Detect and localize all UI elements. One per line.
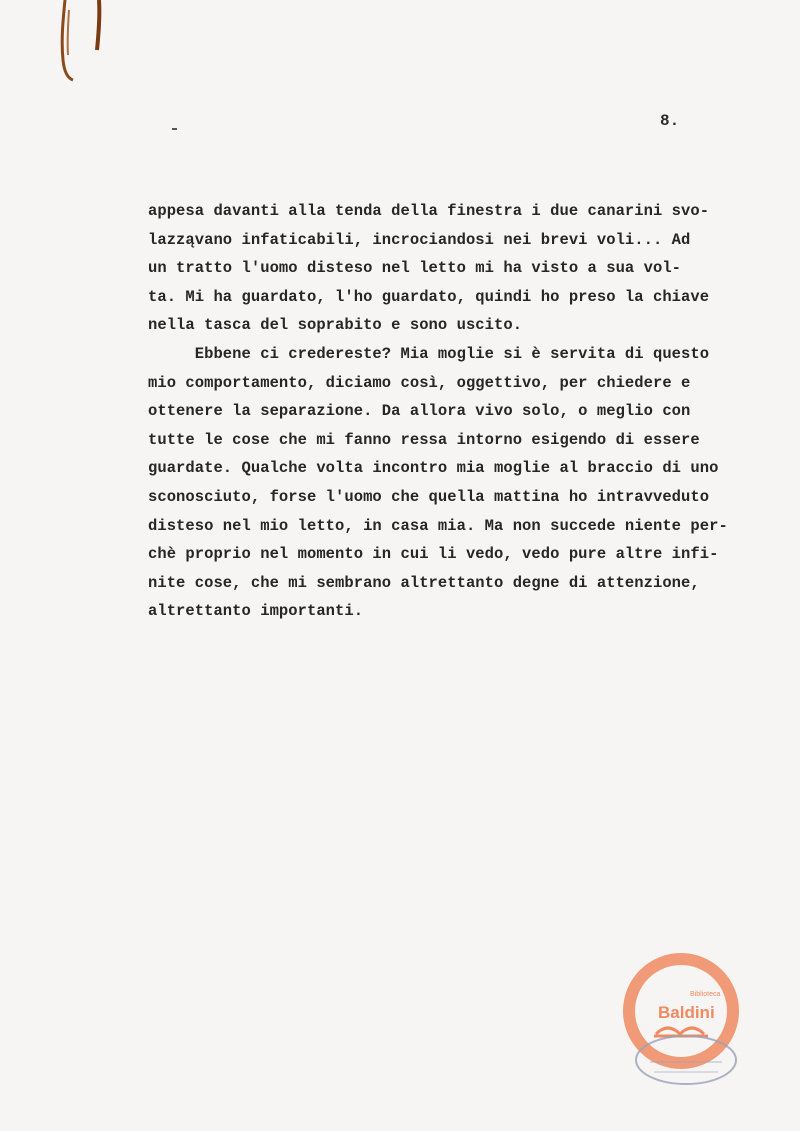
stamp-label-2: Baldini — [658, 1003, 715, 1022]
typewritten-text-block — [148, 197, 758, 626]
text-line: chè proprio nel momento in cui li vedo, vedo pure altre infi- — [148, 545, 719, 564]
page-number: 8. — [660, 112, 680, 130]
text-line: nite cose, che mi sembrano altrettanto degne di attenzione, — [148, 573, 700, 592]
text-line: Ebbene ci credereste? Mia moglie si è servita di questo — [148, 344, 710, 363]
text-line: disteso nel mio letto, in casa mia. Ma non succede niente per- — [148, 516, 728, 535]
text-line: nella tasca del soprabito e sono uscito. — [148, 316, 523, 335]
text-line: tutte le cose che mi fanno ressa intorno esigendo di essere — [148, 430, 700, 449]
text-line: un tratto l'uomo disteso nel letto mi ha visto a sua vol- — [148, 259, 682, 278]
text-line: sconosciuto, forse l'uomo che quella mattina ho intravveduto — [148, 487, 710, 506]
text-line: guardate. Qualche volta incontro mia moglie al braccio di uno — [148, 459, 719, 478]
text-line: ottenere la separazione. Da allora vivo solo, o meglio con — [148, 402, 691, 421]
text-line: altrettanto importanti. — [148, 602, 364, 621]
binding-string-mark — [55, 0, 105, 90]
inventory-stamp — [632, 1032, 740, 1088]
margin-dash — [172, 128, 177, 130]
text-line: mio comportamento, diciamo così, oggettivo, per chiedere e — [148, 373, 691, 392]
text-line: appesa davanti alla tenda della finestra i due canarini svo- — [148, 202, 710, 220]
text-line: ta. Mi ha guardato, l'ho guardato, quindi ho preso la chiave — [148, 287, 710, 306]
text-line: lazząvano infaticabili, incrociandosi nei brevi voli... Ad — [148, 230, 691, 249]
stamp-label-1: Biblioteca — [690, 991, 721, 998]
